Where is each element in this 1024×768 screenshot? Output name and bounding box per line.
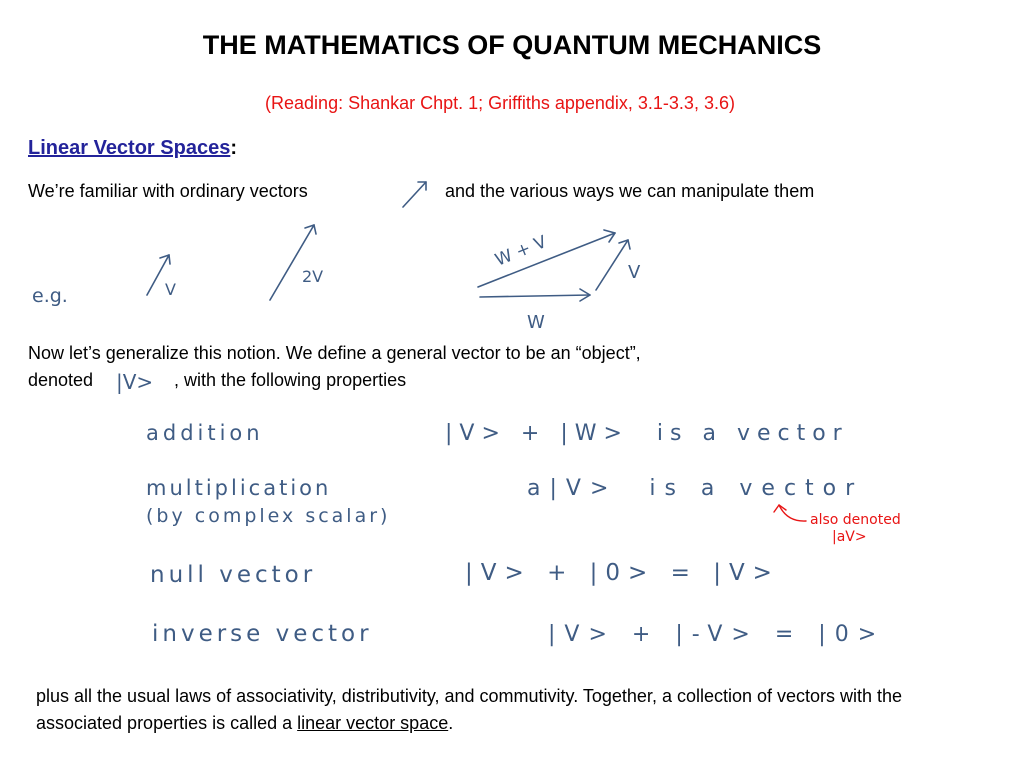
property-name-inverse-vector: inverse vector xyxy=(152,621,373,647)
property-expression-inverse-vector: |V> + |-V> = |0> xyxy=(548,622,886,647)
vector-w-arrow xyxy=(480,289,590,301)
property-expression-addition: |V> + |W> is a vector xyxy=(445,421,849,446)
property-expression-null-vector: |V> + |0> = |V> xyxy=(465,560,780,586)
annotation-also-denoted: also denoted xyxy=(810,512,901,528)
section-heading-colon: : xyxy=(230,137,237,159)
closing-text: plus all the usual laws of associativity, distributivity, and commutivity. Together, a collection of vectors with the associated properties is called a xyxy=(36,686,903,733)
vector-w-label: W xyxy=(527,312,545,333)
page-title: THE MATHEMATICS OF QUANTUM MECHANICS xyxy=(202,30,822,60)
vector-w-plus-v-label: W + V xyxy=(492,232,550,271)
inline-vector-arrow-icon xyxy=(403,182,426,207)
property-name-multiplication: multiplication xyxy=(146,476,332,500)
linear-vector-space-term: linear vector space xyxy=(297,713,449,733)
closing-paragraph xyxy=(36,683,976,737)
generalize-line-2-suffix: , with the following properties xyxy=(174,370,407,390)
intro-text-after-arrow: and the various ways we can manipulate them xyxy=(445,181,815,201)
closing-period: . xyxy=(448,713,454,733)
property-qualifier-multiplication: (by complex scalar) xyxy=(146,505,391,527)
eg-label: e.g. xyxy=(32,285,68,307)
vector-2v-label: 2V xyxy=(302,267,324,286)
annotation-av-ket: |aV> xyxy=(832,529,867,545)
annotation-pointer-arrow xyxy=(774,505,806,521)
section-heading-text: Linear Vector Spaces xyxy=(28,137,231,159)
generalize-line-1: Now let’s generalize this notion. We define a general vector to be an “object”, xyxy=(28,343,641,363)
ket-v-symbol: |V> xyxy=(116,370,154,394)
property-name-addition: addition xyxy=(146,421,264,445)
generalize-denoted-label: denoted xyxy=(28,370,94,390)
reading-reference: (Reading: Shankar Chpt. 1; Griffiths appendix, 3.1-3.3, 3.6) xyxy=(265,93,735,113)
vector-v-label: V xyxy=(165,280,176,299)
vector-2v-arrow xyxy=(270,225,316,300)
property-expression-multiplication: a|V> is a vector xyxy=(527,476,864,501)
vector-v-side-arrow xyxy=(596,240,630,290)
vector-v-side-label: V xyxy=(628,262,641,283)
intro-text-before-arrow: We’re familiar with ordinary vectors xyxy=(28,181,308,201)
property-name-null-vector: null vector xyxy=(150,562,317,588)
